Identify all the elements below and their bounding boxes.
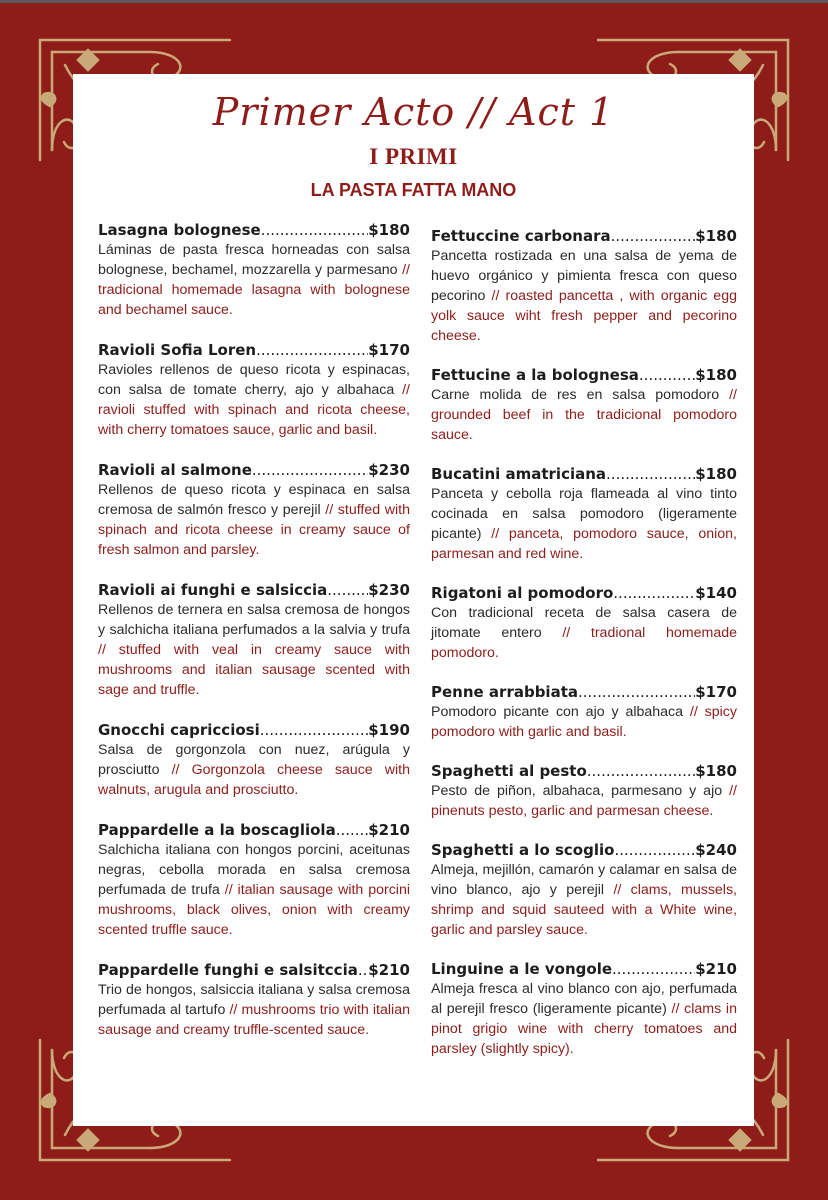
dot-leader	[639, 365, 695, 385]
dot-leader	[336, 820, 369, 840]
dish-name: Spaghetti al pesto	[431, 762, 587, 780]
dish-description	[431, 781, 737, 821]
menu-item	[431, 365, 737, 445]
description-english: // Gorgonzola cheese sauce with walnuts, arugula and prosciutto.	[98, 762, 410, 798]
dot-leader	[252, 460, 368, 480]
dish-name: Pappardelle funghi e salsitccia	[98, 961, 358, 979]
dish-name: Penne arrabbiata	[431, 683, 578, 701]
menu-item	[98, 220, 410, 320]
description-english: // pinenuts pesto, garlic and parmesan cheese.	[431, 783, 737, 819]
menu-item-header	[431, 583, 737, 603]
menu-item-header	[98, 720, 410, 740]
menu-item	[98, 460, 410, 560]
dish-description	[98, 980, 410, 1040]
description-english: // roasted pancetta , with organic egg yolk sauce wiht fresh pepper and pecorino cheese.	[431, 288, 737, 344]
dish-name: Ravioli ai funghi e salsiccia	[98, 581, 328, 599]
menu-item	[431, 840, 737, 940]
description-english: // spicy pomodoro with garlic and basil.	[431, 704, 737, 740]
description-spanish: Panceta y cebolla roja flameada al vino tinto cocinada en salsa pomodoro (ligeramente picante)	[431, 486, 737, 542]
dot-leader	[327, 580, 368, 600]
dish-price: $170	[368, 341, 410, 359]
menu-item-header	[431, 840, 737, 860]
dot-leader	[606, 464, 695, 484]
menu-item-header	[98, 960, 410, 980]
menu-item	[431, 583, 737, 663]
dish-description	[431, 484, 737, 564]
menu-item-header	[431, 959, 737, 979]
menu-item-header	[431, 464, 737, 484]
menu-item	[431, 959, 737, 1059]
description-spanish: Rellenos de ternera en salsa cremosa de hongos y salchicha italiana perfumados a la salvia y trufa	[98, 602, 410, 638]
dish-name: Linguine a le vongole	[431, 960, 613, 978]
dish-description	[98, 600, 410, 700]
subsection-heading: LA PASTA FATTA MANO	[310, 180, 517, 200]
description-english: // clams in pinot grigio wine with cherry tomatoes and parsley (slightly spicy).	[431, 1001, 737, 1057]
menu-title: Primer Acto // Act 1	[212, 90, 615, 134]
dish-description	[431, 603, 737, 663]
menu-item	[431, 226, 737, 346]
dish-price: $190	[368, 721, 410, 739]
menu-item-header	[431, 682, 737, 702]
top-edge-line	[0, 0, 828, 3]
dot-leader	[358, 960, 368, 980]
dot-leader	[578, 682, 695, 702]
menu-item-header	[431, 365, 737, 385]
description-spanish: Pancetta rostizada en una salsa de yema de huevo orgánico y pimienta fresca con queso pecorino	[431, 248, 737, 304]
description-english: // stuffed with veal in creamy sauce with mushrooms and italian sausage scented with sage and truffle.	[98, 642, 410, 698]
menu-item	[98, 340, 410, 440]
dish-price: $180	[695, 762, 737, 780]
dish-name: Lasagna bolognese	[98, 221, 261, 239]
dish-price: $210	[368, 961, 410, 979]
description-spanish: Con tradicional receta de salsa casera de jitomate entero	[431, 605, 737, 641]
menu-item-header	[431, 761, 737, 781]
description-spanish: Ravioles rellenos de queso ricota y espinacas, con salsa de tomate cherry, ajo y albahaca	[98, 362, 410, 398]
dish-price: $180	[695, 366, 737, 384]
menu-item	[98, 820, 410, 940]
dish-description	[98, 240, 410, 320]
dish-description	[98, 480, 410, 560]
dish-description	[431, 385, 737, 445]
dish-description	[98, 840, 410, 940]
description-english: // ravioli stuffed with spinach and ricota cheese, with cherry tomatoes sauce, garlic and basil.	[98, 382, 410, 438]
description-spanish: Rellenos de queso ricota y espinaca en salsa cremosa de salmón fresco y perejil	[98, 482, 410, 518]
dot-leader	[614, 840, 695, 860]
description-spanish: Almeja fresca al vino blanco con ajo, perfumada al perejil fresco (ligeramente picante)	[431, 981, 737, 1017]
description-spanish: Almeja, mejillón, camarón y calamar en salsa de vino blanco, ajo y perejil	[431, 862, 737, 898]
menu-column-left	[98, 220, 410, 1060]
dish-price: $240	[695, 841, 737, 859]
menu-item	[431, 761, 737, 821]
dish-name: Bucatini amatriciana	[431, 465, 607, 483]
dot-leader	[261, 220, 369, 240]
dot-leader	[587, 761, 695, 781]
menu-item-header	[98, 220, 410, 240]
dish-description	[98, 360, 410, 440]
dish-name: Spaghetti a lo scoglio	[431, 841, 615, 859]
dot-leader	[611, 226, 696, 246]
description-english: // stuffed with spinach and ricota cheese in creamy sauce of fresh salmon and parsley.	[98, 502, 410, 558]
dish-name: Gnocchi capricciosi	[98, 721, 260, 739]
menu-item	[98, 960, 410, 1040]
description-spanish: Láminas de pasta fresca horneadas con salsa bolognese, bechamel, mozzarella y parmesano	[98, 242, 410, 278]
description-spanish: Pomodoro picante con ajo y albahaca	[431, 704, 684, 720]
dish-price: $210	[695, 960, 737, 978]
description-english: // mushrooms trio with italian sausage and creamy truffle-scented sauce.	[98, 1002, 410, 1038]
dot-leader	[613, 583, 695, 603]
dish-price: $180	[695, 465, 737, 483]
dish-price: $180	[695, 227, 737, 245]
dish-description	[431, 979, 737, 1059]
menu-item	[98, 720, 410, 800]
dish-price: $210	[368, 821, 410, 839]
dot-leader	[256, 340, 368, 360]
dish-price: $170	[695, 683, 737, 701]
dish-name: Pappardelle a la boscagliola	[98, 821, 336, 839]
description-spanish: Pesto de piñon, albahaca, parmesano y ajo	[431, 783, 723, 799]
menu-item-header	[98, 460, 410, 480]
dish-name: Ravioli Sofia Loren	[98, 341, 257, 359]
description-english: // clams, mussels, shrimp and squid sauteed with a White wine, garlic and parsley sauce.	[431, 882, 737, 938]
dish-price: $180	[368, 221, 410, 239]
dish-description	[431, 246, 737, 346]
menu-item-header	[98, 820, 410, 840]
dish-description	[431, 860, 737, 940]
dish-price: $230	[368, 461, 410, 479]
section-heading: I PRIMI	[369, 144, 458, 169]
description-spanish: Salsa de gorgonzola con nuez, arúgula y prosciutto	[98, 742, 410, 778]
dish-description	[431, 702, 737, 742]
dish-price: $140	[695, 584, 737, 602]
description-english: // tradicional homemade lasagna with bolognese and bechamel sauce.	[98, 262, 410, 318]
menu-item	[98, 580, 410, 700]
description-english: // tradional homemade pomodoro.	[431, 625, 737, 661]
dish-name: Rigatoni al pomodoro	[431, 584, 614, 602]
menu-item-header	[98, 340, 410, 360]
menu-card	[73, 74, 754, 1126]
menu-item	[431, 464, 737, 564]
dot-leader	[260, 720, 369, 740]
dot-leader	[612, 959, 695, 979]
menu-item	[431, 682, 737, 742]
menu-column-right	[431, 226, 737, 1078]
menu-item-header	[98, 580, 410, 600]
description-english: // grounded beef in the tradicional pomodoro sauce.	[431, 387, 737, 443]
dish-name: Fettuccine carbonara	[431, 227, 611, 245]
description-spanish: Salchicha italiana con hongos porcini, aceitunas negras, cebolla morada en salsa cremosa perfumada de trufa	[98, 842, 410, 898]
dish-price: $230	[368, 581, 410, 599]
description-english: // panceta, pomodoro sauce, onion, parmesan and red wine.	[431, 526, 737, 562]
description-spanish: Carne molida de res en salsa pomodoro	[431, 387, 720, 403]
description-spanish: Trio de hongos, salsiccia italiana y salsa cremosa perfumada al tartufo	[98, 982, 410, 1018]
dish-description	[98, 740, 410, 800]
dish-name: Fettucine a la bolognesa	[431, 366, 639, 384]
menu-item-header	[431, 226, 737, 246]
description-english: // italian sausage with porcini mushrooms, black olives, onion with creamy scented truffle sauce.	[98, 882, 410, 938]
dish-name: Ravioli al salmone	[98, 461, 252, 479]
